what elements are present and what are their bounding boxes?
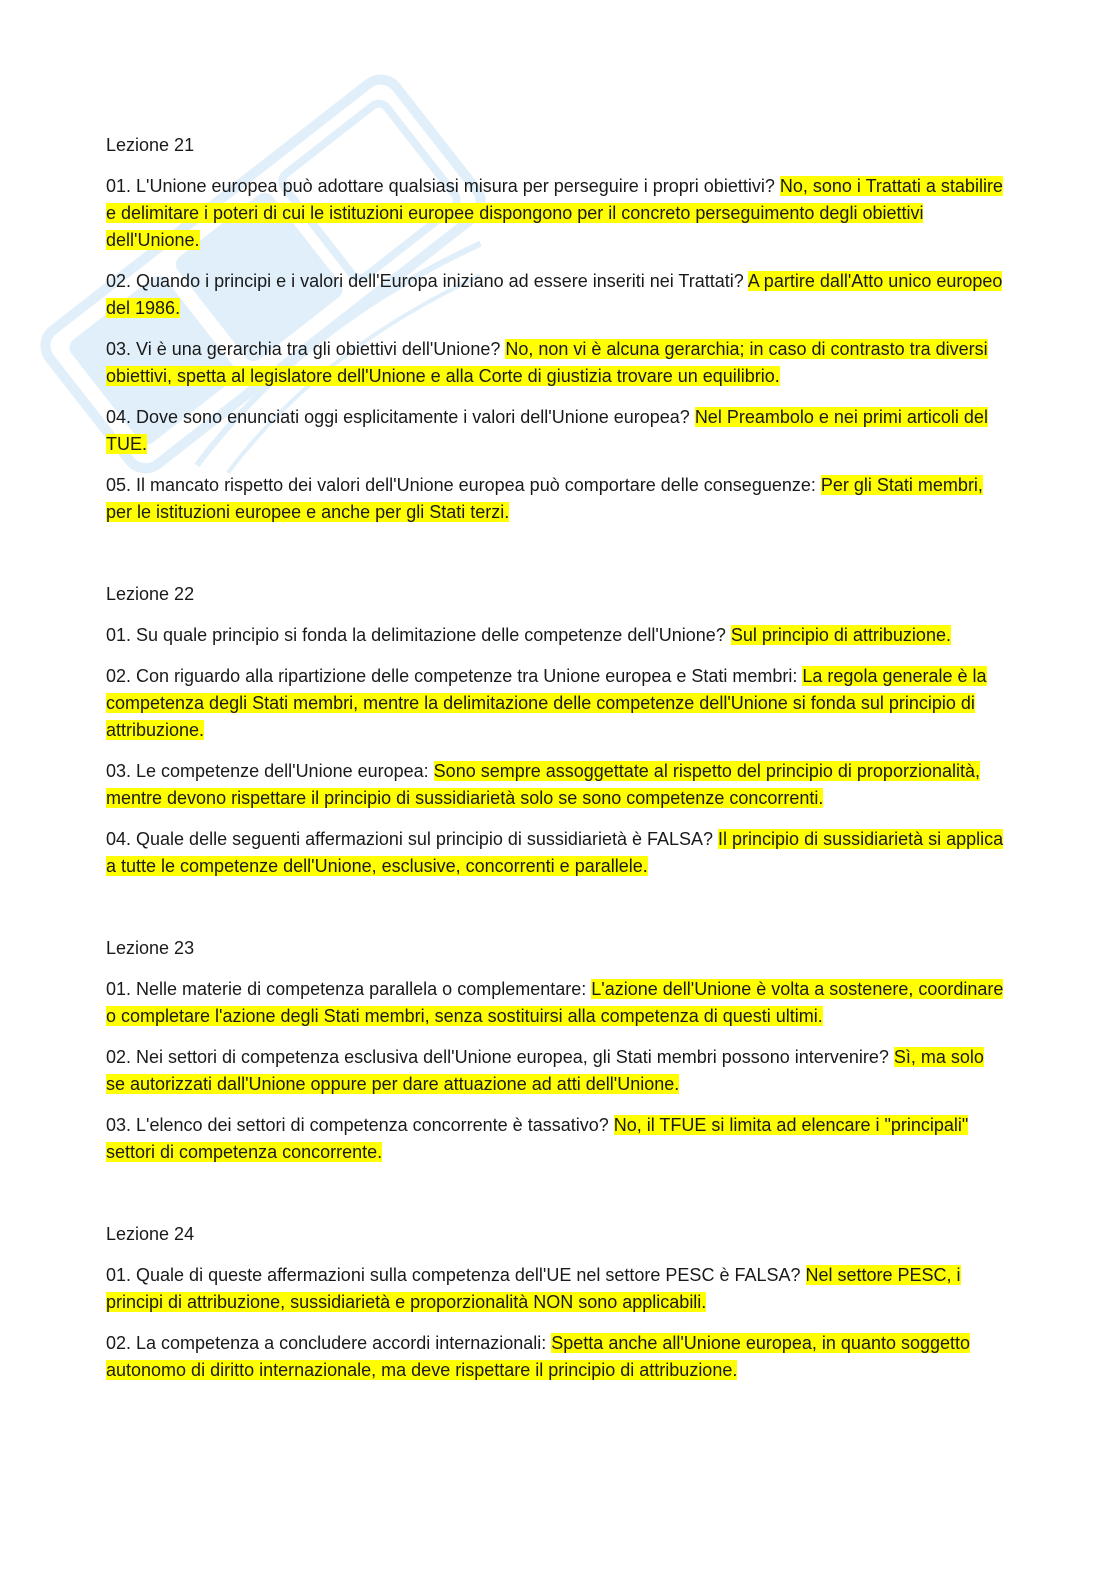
answer-highlight: Sì, ma solo se autorizzati dall'Unione oppure per dare attuazione ad atti dell'Unione. [106, 1047, 984, 1094]
question-item [106, 1330, 1006, 1384]
question-item [106, 976, 1006, 1030]
answer-highlight: No, non vi è alcuna gerarchia; in caso di contrasto tra diversi obiettivi, spetta al legislatore dell'Unione e alla Corte di giustizia trovare un equilibrio. [106, 339, 988, 386]
document-body [106, 132, 1006, 1439]
answer-highlight: Per gli Stati membri, per le istituzioni europee e anche per gli Stati terzi. [106, 475, 983, 522]
question-text: 03. L'elenco dei settori di competenza concorrente è tassativo? [106, 1115, 614, 1135]
answer-highlight: Spetta anche all'Unione europea, in quanto soggetto autonomo di diritto internazionale, ma deve rispettare il principio di attribuzione. [106, 1333, 971, 1380]
lesson-23 [106, 935, 1006, 1166]
question-text: 02. La competenza a concludere accordi internazionali: [106, 1333, 552, 1353]
question-text: 01. Quale di queste affermazioni sulla competenza dell'UE nel settore PESC è FALSA? [106, 1265, 806, 1285]
answer-highlight: Sul principio di attribuzione. [730, 625, 951, 645]
question-item [106, 1044, 1006, 1098]
answer-highlight: No, il TFUE si limita ad elencare i "principali" settori di competenza concorrente. [106, 1115, 969, 1162]
question-text: 04. Dove sono enunciati oggi esplicitamente i valori dell'Unione europea? [106, 407, 695, 427]
question-item [106, 268, 1006, 322]
lesson-21 [106, 132, 1006, 526]
question-item [106, 663, 1006, 744]
question-item [106, 1112, 1006, 1166]
answer-highlight: L'azione dell'Unione è volta a sostenere, coordinare o completare l'azione degli Stati membri, senza sostituirsi alla competenza di questi ultimi. [106, 979, 1004, 1026]
answer-highlight: Nel Preambolo e nei primi articoli del TUE. [106, 407, 988, 454]
answer-highlight: No, sono i Trattati a stabilire e delimitare i poteri di cui le istituzioni europee dispongono per il concreto perseguimento degli obiettivi dell'Unione. [106, 176, 1003, 250]
lesson-title: Lezione 24 [106, 1224, 195, 1244]
question-item [106, 336, 1006, 390]
question-text: 04. Quale delle seguenti affermazioni sul principio di sussidiarietà è FALSA? [106, 829, 719, 849]
question-item [106, 622, 1006, 649]
answer-highlight: La regola generale è la competenza degli Stati membri, mentre la delimitazione delle competenze dell'Unione si fonda sul principio di attribuzione. [106, 666, 987, 740]
question-text: 02. Con riguardo alla ripartizione delle competenze tra Unione europea e Stati membri: [106, 666, 803, 686]
question-item [106, 404, 1006, 458]
question-text: 02. Nei settori di competenza esclusiva dell'Unione europea, gli Stati membri possono intervenire? [106, 1047, 894, 1067]
lesson-22 [106, 581, 1006, 880]
question-item [106, 758, 1006, 812]
question-text: 01. L'Unione europea può adottare qualsiasi misura per perseguire i propri obiettivi? [106, 176, 780, 196]
question-text: 01. Su quale principio si fonda la delimitazione delle competenze dell'Unione? [106, 625, 731, 645]
lesson-title: Lezione 22 [106, 584, 195, 604]
lesson-24 [106, 1221, 1006, 1384]
question-item [106, 472, 1006, 526]
question-text: 03. Le competenze dell'Unione europea: [106, 761, 434, 781]
answer-highlight: Nel settore PESC, i principi di attribuzione, sussidiarietà e proporzionalità NON sono applicabili. [106, 1265, 961, 1312]
lesson-title: Lezione 21 [106, 135, 195, 155]
question-text: 03. Vi è una gerarchia tra gli obiettivi dell'Unione? [106, 339, 506, 359]
question-item [106, 1262, 1006, 1316]
answer-highlight: Il principio di sussidiarietà si applica a tutte le competenze dell'Unione, esclusive, concorrenti e parallele. [106, 829, 1004, 876]
question-text: 01. Nelle materie di competenza parallela o complementare: [106, 979, 592, 999]
lesson-title: Lezione 23 [106, 938, 195, 958]
question-text: 05. Il mancato rispetto dei valori dell'Unione europea può comportare delle conseguenze: [106, 475, 821, 495]
answer-highlight: A partire dall'Atto unico europeo del 1986. [106, 271, 1003, 318]
question-text: 02. Quando i principi e i valori dell'Europa iniziano ad essere inseriti nei Trattati? [106, 271, 748, 291]
answer-highlight: Sono sempre assoggettate al rispetto del principio di proporzionalità, mentre devono rispettare il principio di sussidiarietà solo se sono competenze concorrenti. [106, 761, 980, 808]
question-item [106, 826, 1006, 880]
question-item [106, 173, 1006, 254]
